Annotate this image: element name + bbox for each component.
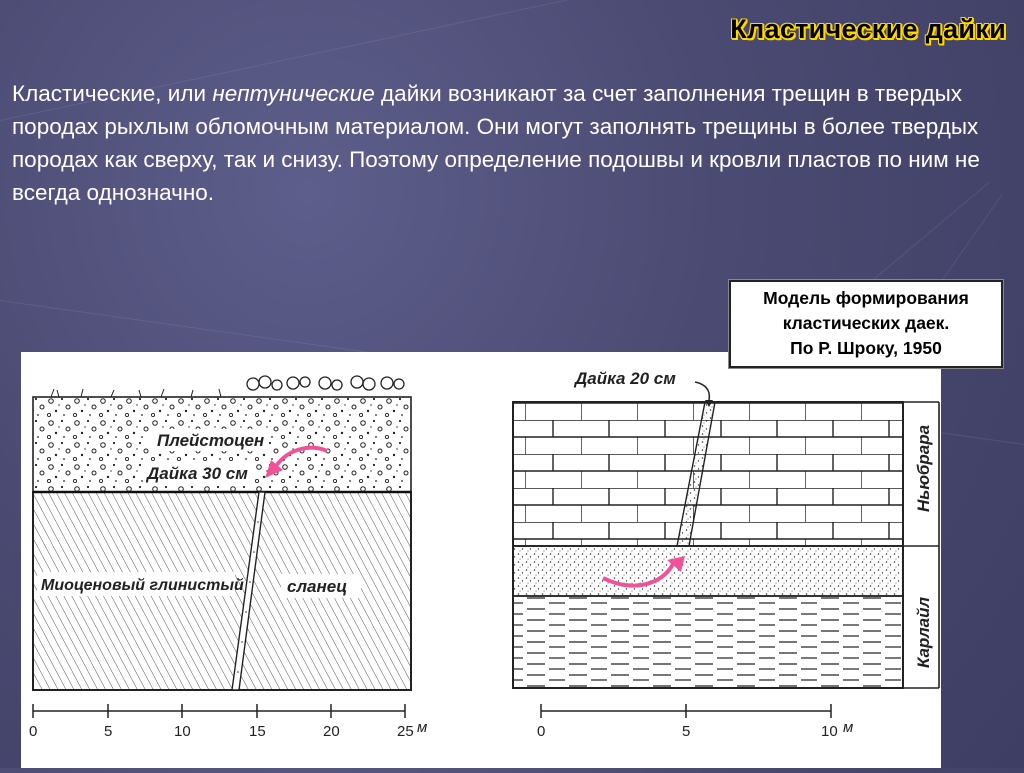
label-pleistocene: Плейстоцен <box>157 431 265 450</box>
label-shale: сланец <box>287 577 348 596</box>
label-niobrara: Ньюбрара <box>914 424 933 512</box>
scale-tick-label: 0 <box>537 723 546 740</box>
scale-tick-label: 10 <box>821 723 838 740</box>
carlile-layer <box>513 596 903 688</box>
scale-tick-label: 10 <box>174 723 191 740</box>
left-section <box>29 376 427 740</box>
grass-symbols <box>51 389 221 397</box>
scale-tick-label: 5 <box>104 723 113 740</box>
scale-unit: м <box>843 719 854 736</box>
label-miocene: Миоценовый глинистый <box>41 577 244 594</box>
paragraph-italic-term: нептунические <box>212 81 375 106</box>
slide-title: Кластические дайки <box>730 14 1006 44</box>
paragraph-part2: дайки возникают за счет заполнения трещин в твердых породах рыхлым обломочным материалом. Они могут заполнять трещины в более твердых породах как сверху, так и снизу. Поэтому определение подошвы и кровли пластов по ним не всегда однозначно. <box>12 81 980 205</box>
scale-tick-label: 0 <box>29 723 38 740</box>
scale-tick-label: 25 <box>397 723 414 740</box>
scale-unit: м <box>417 719 428 736</box>
scale-bar-left <box>29 704 427 740</box>
caption-line: Модель формирования <box>763 288 969 308</box>
label-dike-right: Дайка 20 см <box>575 369 676 388</box>
scale-tick-label: 20 <box>323 723 340 740</box>
scale-tick-label: 5 <box>682 723 691 740</box>
geology-figure <box>21 352 941 768</box>
vegetation-symbols <box>247 376 404 390</box>
paragraph-part1: Кластические, или <box>12 81 213 106</box>
body-paragraph <box>12 77 1012 209</box>
caption-line: кластических даек. <box>782 313 950 333</box>
scale-bar-right <box>537 704 853 740</box>
scale-tick-label: 15 <box>249 723 266 740</box>
label-carlile: Карлайл <box>914 596 933 668</box>
caption-line: По Р. Шроку, 1950 <box>790 338 942 358</box>
figure-caption <box>729 280 1003 368</box>
sandy-layer <box>513 546 903 596</box>
label-dike-left: Дайка 30 см <box>147 464 248 483</box>
right-section <box>513 366 939 740</box>
